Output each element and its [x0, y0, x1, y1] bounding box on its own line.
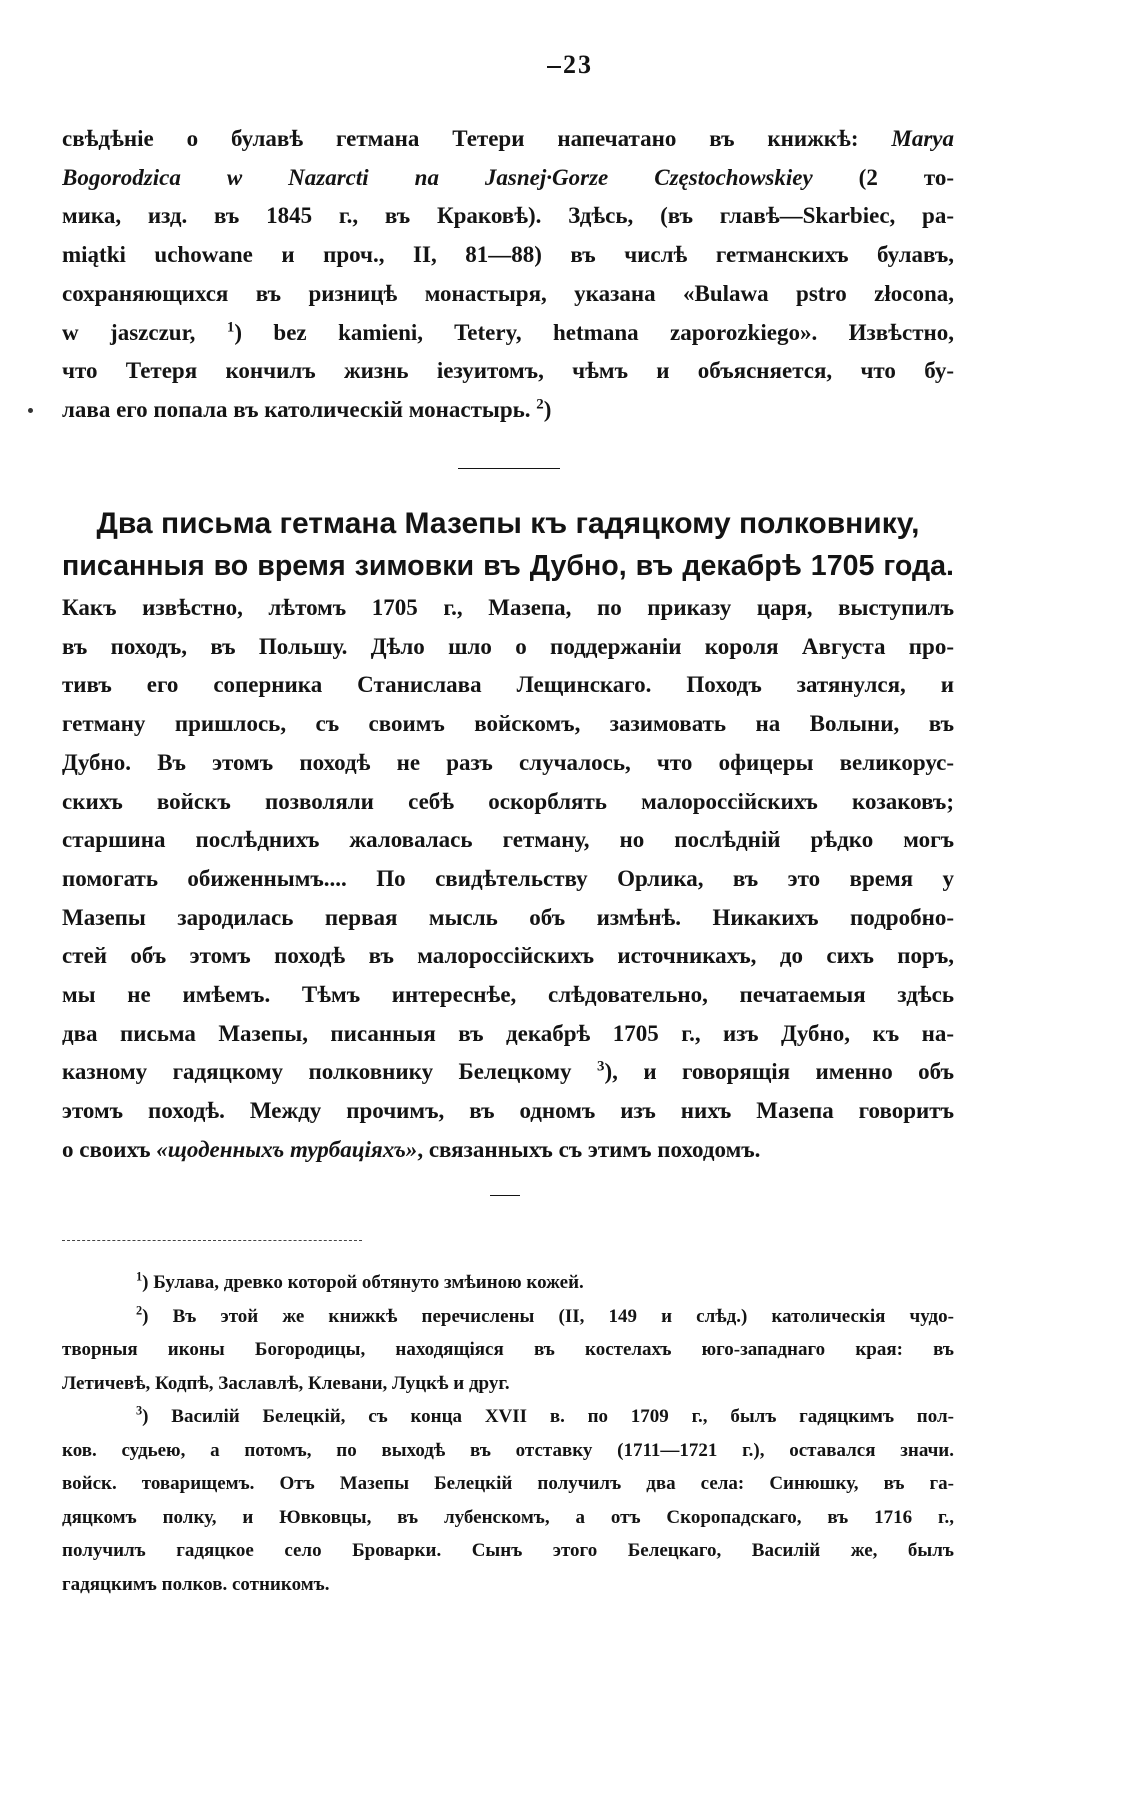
text-run: творныя иконы Богородицы, находящіяся въ костелахъ юго-западнаго края: въ — [62, 1339, 954, 1360]
text-run: казному гадяцкому полковнику Белецкому — [62, 1059, 597, 1085]
intro-line — [62, 236, 954, 275]
intro-line — [62, 391, 954, 430]
text-run: свѣдѣніе о булавѣ гетмана Тетери напечатано въ книжкѣ: — [62, 126, 892, 151]
footnote-line — [62, 1400, 954, 1434]
intro-line — [62, 159, 954, 198]
intro-line — [62, 197, 954, 236]
main-line — [62, 821, 954, 860]
text-run: лава его попала въ католическій монастырь. — [62, 396, 537, 422]
footnote-marker: 3 — [596, 1058, 605, 1075]
text-run: что Тетеря кончилъ жизнь іезуитомъ, чѣмъ и объясняется, что бу- — [62, 358, 954, 384]
text-run: (2 то- — [812, 164, 954, 190]
italic-text: Bogorodzica w Nazarcti na Jasnej·Gorze Częstochowskiey — [62, 164, 813, 190]
main-line — [62, 860, 954, 899]
text-run: гадяцкимъ полков. сотникомъ. — [62, 1573, 330, 1595]
text-run: дяцкомъ полку, и Ювковцы, въ лубенскомъ, а отъ Скоропадскаго, въ 1716 г., — [62, 1506, 954, 1528]
text-run: ков. судьею, а потомъ, по выходѣ въ отставку (1711—1721 г.), оставался значи. — [62, 1439, 954, 1461]
page-number: 23 — [0, 50, 1140, 80]
footnote-line — [62, 1434, 954, 1468]
footnote-line — [62, 1568, 954, 1602]
footnote-line — [62, 1266, 954, 1300]
footnote-line — [62, 1534, 954, 1568]
intro-line — [62, 120, 954, 159]
intro-paragraph — [62, 120, 954, 430]
main-line — [62, 1015, 954, 1054]
main-line — [62, 666, 954, 705]
text-run: , связанныхъ съ этимъ походомъ. — [417, 1136, 761, 1162]
footnotes — [62, 1266, 954, 1601]
text-run: войск. товарищемъ. Отъ Мазепы Белецкій получилъ два села: Синюшку, въ га- — [62, 1473, 954, 1494]
main-paragraph — [62, 589, 954, 1170]
main-line — [62, 628, 954, 667]
footnote-line — [62, 1367, 954, 1401]
footnote-line — [62, 1467, 954, 1501]
text-run: мика, изд. въ 1845 г., въ Краковѣ). Здѣсь, (въ главѣ—Skarbiec, pa- — [62, 203, 954, 229]
main-line — [62, 744, 954, 783]
footnote-marker: 1 — [226, 318, 235, 335]
text-run: получилъ гадяцкое село Броварки. Сынъ этого Белецкаго, Василій же, былъ — [62, 1540, 954, 1561]
text-run: въ походъ, въ Польшу. Дѣло шло о поддержаніи короля Августа про- — [62, 633, 954, 659]
text-run: помогать обиженнымъ.... По свидѣтельству Орлика, въ это время у — [62, 865, 954, 891]
italic-text: Marya — [891, 126, 954, 151]
heading-line-1: Два письма гетмана Мазепы къ гадяцкому полковнику, — [96, 507, 920, 540]
footnote-line — [62, 1300, 954, 1334]
intro-line — [62, 352, 954, 391]
margin-speck — [28, 408, 33, 413]
text-run: сохраняющихся въ ризницѣ монастыря, указана «Bulawa pstro złocona, — [62, 280, 954, 306]
main-line — [62, 589, 954, 628]
text-run: Дубно. Въ этомъ походѣ не разъ случалось, что офицеры великорус- — [62, 749, 954, 775]
text-run: о своихъ — [62, 1136, 157, 1162]
text-run: ) bez kamieni, Tetery, hetmana zaporozkiego». Извѣстно, — [234, 319, 954, 345]
footnote-marker: 2 — [136, 1303, 143, 1318]
italic-text: «щоденныхъ турбаціяхъ» — [156, 1136, 418, 1162]
text-run: ), и говорящія именно объ — [604, 1059, 954, 1085]
text-run: два письма Мазепы, писанныя въ декабрѣ 1705 г., изъ Дубно, къ на- — [62, 1020, 954, 1046]
main-line — [62, 1053, 954, 1092]
text-run: мы не имѣемъ. Тѣмъ интереснѣе, слѣдовательно, печатаемыя здѣсь — [62, 982, 954, 1008]
intro-line — [62, 275, 954, 314]
text-run: ) — [543, 396, 552, 422]
section-divider — [458, 468, 560, 469]
footnote-separator — [62, 1240, 362, 1241]
main-line — [62, 976, 954, 1015]
text-run: miątki uchowane и проч., II, 81—88) въ числѣ гетманскихъ булавъ, — [62, 242, 954, 268]
text-run: Какъ извѣстно, лѣтомъ 1705 г., Мазепа, по приказу царя, выступилъ — [62, 595, 954, 620]
main-line — [62, 783, 954, 822]
text-run: этомъ походѣ. Между прочимъ, въ одномъ изъ нихъ Мазепа говоритъ — [62, 1098, 954, 1124]
main-line — [62, 1092, 954, 1131]
footnote-marker: 2 — [536, 396, 544, 413]
text-run: скихъ войскъ позволяли себѣ оскорблять малороссійскихъ козаковъ; — [62, 788, 954, 814]
text-run: ) Булава, древко которой обтянуто змѣиною кожей. — [142, 1272, 584, 1293]
main-line — [62, 899, 954, 938]
main-line — [62, 705, 954, 744]
text-run: Летичевѣ, Кодпѣ, Заславлѣ, Клевани, Луцкѣ и друг. — [62, 1372, 510, 1394]
heading-line-2: писанныя во время зимовки въ Дубно, въ декабрѣ 1705 года. — [62, 550, 954, 582]
text-run: w jaszczur, — [62, 319, 227, 345]
text-run: старшина послѣднихъ жаловалась гетману, но послѣдній рѣдко могъ — [62, 827, 954, 853]
text-run: гетману пришлось, съ своимъ войскомъ, зазимовать на Волыни, въ — [62, 711, 954, 737]
footnote-line — [62, 1501, 954, 1535]
footnote-marker: 1 — [136, 1269, 143, 1284]
text-run: ) Василій Белецкій, съ конца XVII в. по 1709 г., былъ гадяцкимъ пол- — [142, 1406, 954, 1427]
text-run: Мазепы зародилась первая мысль объ измѣнѣ. Никакихъ подробно- — [62, 904, 954, 930]
text-run: стей объ этомъ походѣ въ малороссійскихъ источникахъ, до сихъ поръ, — [62, 943, 954, 969]
intro-line — [62, 314, 954, 353]
footnote-line — [62, 1333, 954, 1367]
text-run: тивъ его соперника Станислава Лещинскаго. Походъ затянулся, и — [62, 672, 954, 698]
section-heading — [62, 503, 954, 587]
end-mark — [490, 1195, 520, 1196]
text-run: ) Въ этой же книжкѣ перечислены (II, 149 и слѣд.) католическія чудо- — [142, 1305, 954, 1327]
main-line — [62, 1131, 954, 1170]
footnote-marker: 3 — [136, 1403, 143, 1418]
main-line — [62, 937, 954, 976]
